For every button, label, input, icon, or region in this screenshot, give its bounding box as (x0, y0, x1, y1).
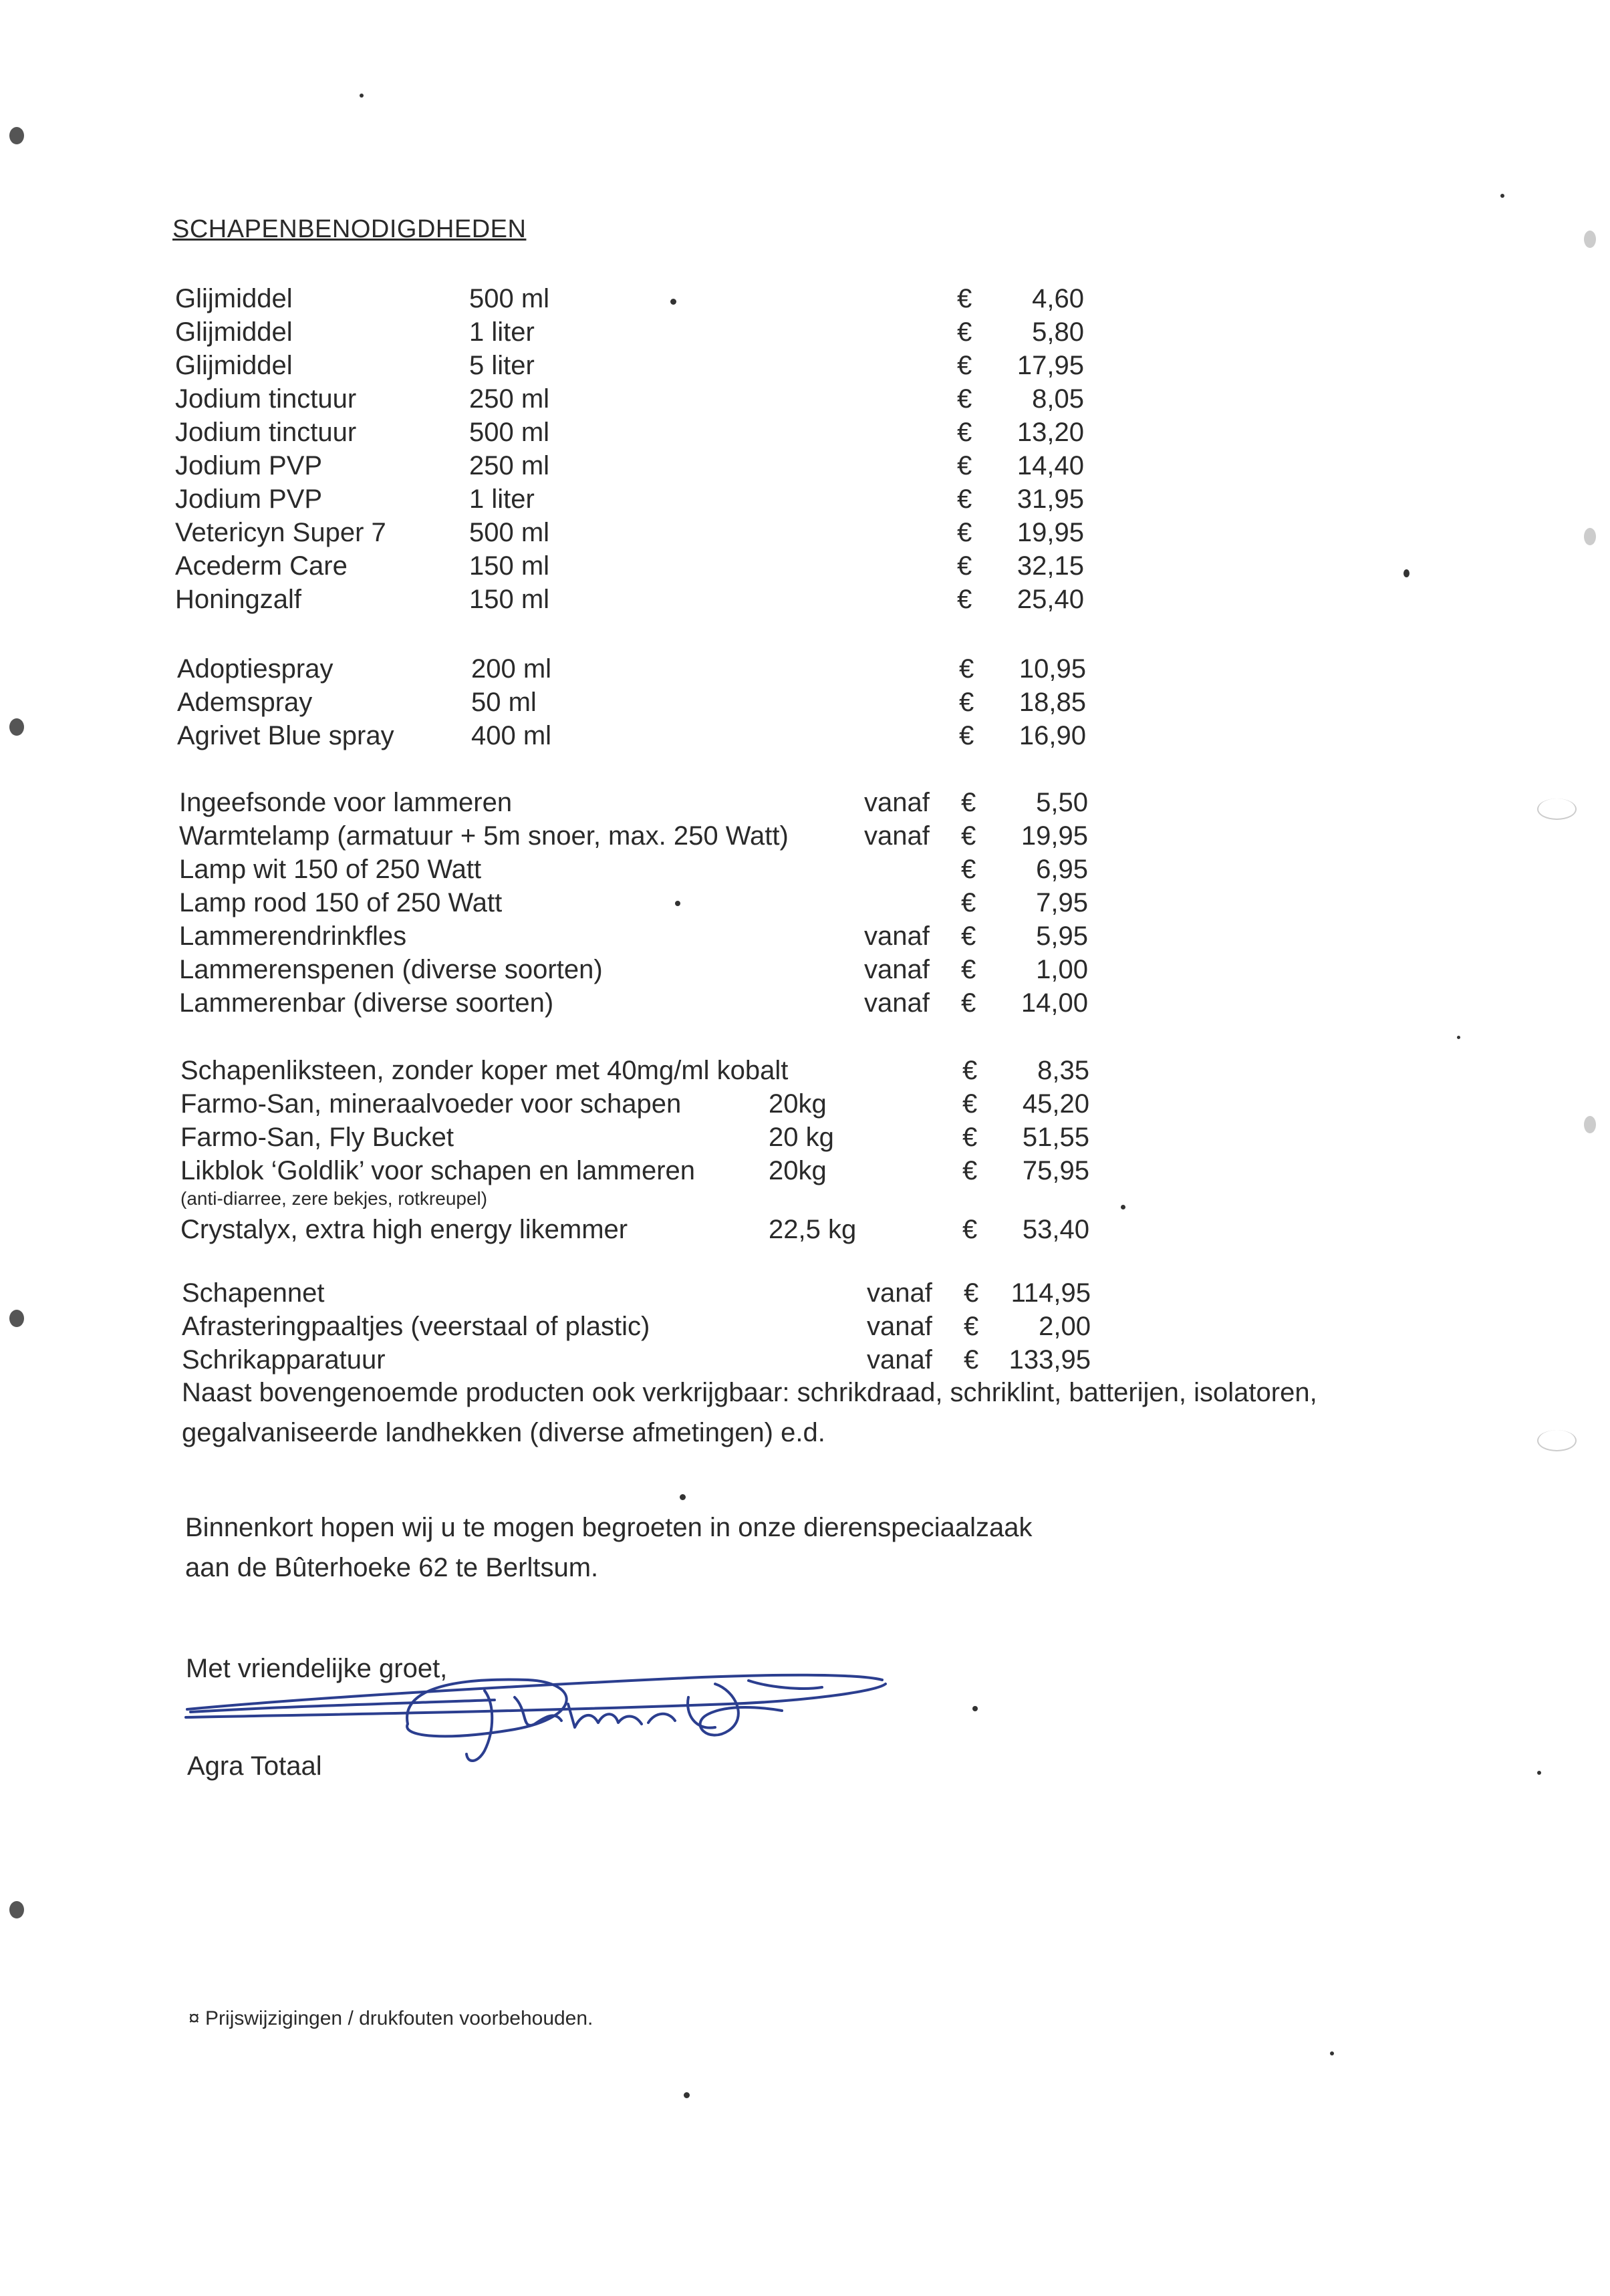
euro-sign: € (962, 1089, 978, 1119)
product-price: 45,20 (1022, 1089, 1089, 1119)
price-row (179, 919, 1088, 953)
scan-artifact (1584, 231, 1596, 248)
product-price: 1,00 (1036, 955, 1088, 984)
product-price: 14,40 (1017, 451, 1084, 480)
product-name: Agrivet Blue spray (177, 721, 394, 750)
euro-sign: € (961, 821, 976, 851)
scan-artifact (360, 94, 364, 98)
price-row (175, 549, 1084, 583)
scan-artifact (9, 1310, 24, 1327)
scan-artifact (1330, 2051, 1334, 2055)
euro-sign: € (961, 888, 976, 917)
euro-sign: € (961, 988, 976, 1018)
product-price: 17,95 (1017, 351, 1084, 380)
product-price: 14,00 (1021, 988, 1088, 1018)
product-quantity: 20kg (769, 1156, 827, 1185)
price-row (175, 315, 1084, 349)
product-name: Ingeefsonde voor lammeren (179, 788, 513, 817)
euro-sign: € (962, 1215, 978, 1244)
product-quantity: 400 ml (471, 721, 552, 750)
euro-sign: € (957, 451, 972, 480)
product-price: 19,95 (1021, 821, 1088, 851)
product-name: Jodium tinctuur (175, 418, 357, 447)
price-row (182, 1310, 1091, 1343)
scan-artifact (972, 1706, 978, 1711)
product-price: 133,95 (1009, 1345, 1091, 1375)
price-row (177, 652, 1086, 686)
euro-sign: € (961, 788, 976, 817)
product-price: 18,85 (1019, 688, 1086, 717)
product-price: 6,95 (1036, 855, 1088, 884)
sender-name: Agra Totaal (187, 1751, 322, 1781)
price-row (182, 1276, 1091, 1310)
euro-sign: € (959, 654, 974, 684)
product-price: 5,50 (1036, 788, 1088, 817)
product-quantity: 22,5 kg (769, 1215, 857, 1244)
scan-artifact (1500, 194, 1504, 198)
price-row (182, 1343, 1091, 1377)
price-row (175, 282, 1084, 315)
euro-sign: € (964, 1278, 979, 1308)
price-row (180, 1087, 1089, 1121)
product-name: Vetericyn Super 7 (175, 518, 386, 547)
product-name: Farmo-San, Fly Bucket (180, 1123, 454, 1152)
price-from-label: vanaf (864, 988, 930, 1018)
product-name: Afrasteringpaaltjes (veerstaal of plastic) (182, 1312, 650, 1341)
euro-sign: € (962, 1056, 978, 1085)
product-name: Acederm Care (175, 551, 348, 581)
price-row (179, 953, 1088, 986)
scan-artifact (680, 1494, 686, 1500)
scan-artifact (1403, 569, 1410, 577)
product-name: Glijmiddel (175, 317, 293, 347)
product-price: 8,05 (1032, 384, 1084, 414)
product-name: Jodium PVP (175, 484, 323, 514)
product-name: Lammerendrinkfles (179, 921, 407, 951)
price-row (175, 583, 1084, 616)
price-row (175, 349, 1084, 382)
price-row (179, 853, 1088, 886)
product-quantity: 500 ml (469, 284, 550, 313)
euro-sign: € (962, 1156, 978, 1185)
price-row (175, 449, 1084, 482)
scan-artifact (9, 127, 24, 144)
also-available-line-2: gegalvaniseerde landhekken (diverse afmetingen) e.d. (182, 1418, 825, 1447)
product-quantity: 5 liter (469, 351, 535, 380)
product-name: Schapenliksteen, zonder koper met 40mg/ml kobalt (180, 1056, 789, 1085)
product-name: Crystalyx, extra high energy likemmer (180, 1215, 628, 1244)
price-row (179, 786, 1088, 819)
euro-sign: € (957, 317, 972, 347)
product-quantity: 200 ml (471, 654, 552, 684)
closing-line-2: aan de Bûterhoeke 62 te Berltsum. (185, 1553, 599, 1582)
price-from-label: vanaf (867, 1345, 932, 1375)
product-quantity: 1 liter (469, 317, 535, 347)
price-row (175, 382, 1084, 416)
product-name: Adoptiespray (177, 654, 333, 684)
product-name: Schrikapparatuur (182, 1345, 386, 1375)
product-quantity: 20 kg (769, 1123, 834, 1152)
euro-sign: € (961, 955, 976, 984)
price-row (179, 986, 1088, 1020)
product-name: Glijmiddel (175, 284, 293, 313)
scan-artifact (9, 1901, 24, 1918)
scan-artifact (1537, 1430, 1577, 1451)
product-price: 5,95 (1036, 921, 1088, 951)
product-quantity: 20kg (769, 1089, 827, 1119)
scan-artifact (670, 299, 676, 305)
product-price: 10,95 (1019, 654, 1086, 684)
euro-sign: € (964, 1312, 979, 1341)
footnote-text: Prijswijzigingen / drukfouten voorbehouden. (205, 2007, 593, 2029)
product-name: Lamp rood 150 of 250 Watt (179, 888, 503, 917)
euro-sign: € (957, 418, 972, 447)
product-name: Ademspray (177, 688, 313, 717)
product-quantity: 1 liter (469, 484, 535, 514)
product-price: 25,40 (1017, 585, 1084, 614)
euro-sign: € (959, 688, 974, 717)
euro-sign: € (961, 921, 976, 951)
price-from-label: vanaf (864, 955, 930, 984)
product-price: 31,95 (1017, 484, 1084, 514)
scan-artifact (9, 718, 24, 736)
euro-sign: € (959, 721, 974, 750)
product-name: Honingzalf (175, 585, 302, 614)
product-price: 2,00 (1039, 1312, 1091, 1341)
euro-sign: € (957, 351, 972, 380)
page-title: SCHAPENBENODIGDHEDEN (172, 215, 527, 243)
footnote-marker: ¤ (188, 2007, 200, 2029)
price-row (179, 886, 1088, 919)
product-price: 13,20 (1017, 418, 1084, 447)
product-name: Jodium PVP (175, 451, 323, 480)
product-price: 75,95 (1022, 1156, 1089, 1185)
price-row (175, 482, 1084, 516)
product-quantity: 50 ml (471, 688, 537, 717)
scan-artifact (1537, 799, 1577, 820)
product-name: Farmo-San, mineraalvoeder voor schapen (180, 1089, 682, 1119)
euro-sign: € (962, 1123, 978, 1152)
product-price: 114,95 (1011, 1278, 1091, 1308)
price-row (177, 686, 1086, 719)
product-name: Schapennet (182, 1278, 325, 1308)
euro-sign: € (957, 484, 972, 514)
product-name: Lammerenspenen (diverse soorten) (179, 955, 603, 984)
product-price: 53,40 (1022, 1215, 1089, 1244)
scan-artifact (1121, 1205, 1125, 1209)
product-quantity: 150 ml (469, 585, 550, 614)
scan-artifact (1537, 1771, 1541, 1775)
scan-artifact (684, 2092, 690, 2098)
scan-artifact (1584, 528, 1596, 545)
euro-sign: € (957, 585, 972, 614)
euro-sign: € (961, 855, 976, 884)
price-row (179, 819, 1088, 853)
euro-sign: € (957, 551, 972, 581)
price-from-label: vanaf (864, 821, 930, 851)
product-price: 16,90 (1019, 721, 1086, 750)
product-quantity: 250 ml (469, 451, 550, 480)
product-quantity: 150 ml (469, 551, 550, 581)
price-row (180, 1054, 1089, 1087)
product-price: 51,55 (1022, 1123, 1089, 1152)
product-price: 4,60 (1032, 284, 1084, 313)
euro-sign: € (957, 518, 972, 547)
price-row (180, 1121, 1089, 1154)
likblok-note: (anti-diarree, zere bekjes, rotkreupel) (180, 1188, 488, 1209)
price-row (175, 416, 1084, 449)
product-name: Lamp wit 150 of 250 Watt (179, 855, 482, 884)
euro-sign: € (957, 384, 972, 414)
also-available-line-1: Naast bovengenoemde producten ook verkrijgbaar: schrikdraad, schriklint, batterijen, isolatoren, (182, 1378, 1317, 1407)
product-price: 32,15 (1017, 551, 1084, 581)
product-price: 19,95 (1017, 518, 1084, 547)
product-price: 8,35 (1037, 1056, 1089, 1085)
footnote (188, 2007, 593, 2030)
product-name: Warmtelamp (armatuur + 5m snoer, max. 250 Watt) (179, 821, 789, 851)
product-name: Likblok ‘Goldlik’ voor schapen en lammeren (180, 1156, 695, 1185)
scan-artifact (675, 901, 680, 906)
product-name: Glijmiddel (175, 351, 293, 380)
product-quantity: 250 ml (469, 384, 550, 414)
price-row (175, 516, 1084, 549)
product-name: Lammerenbar (diverse soorten) (179, 988, 554, 1018)
price-row (180, 1154, 1089, 1187)
price-from-label: vanaf (864, 788, 930, 817)
product-name: Jodium tinctuur (175, 384, 357, 414)
scan-artifact (1584, 1116, 1596, 1133)
euro-sign: € (964, 1345, 979, 1375)
product-price: 5,80 (1032, 317, 1084, 347)
product-price: 7,95 (1036, 888, 1088, 917)
price-row (180, 1213, 1089, 1246)
euro-sign: € (957, 284, 972, 313)
scan-artifact (1457, 1036, 1460, 1039)
product-quantity: 500 ml (469, 418, 550, 447)
price-from-label: vanaf (864, 921, 930, 951)
price-row (177, 719, 1086, 752)
closing-line-1: Binnenkort hopen wij u te mogen begroeten in onze dierenspeciaalzaak (185, 1513, 1033, 1542)
product-quantity: 500 ml (469, 518, 550, 547)
price-from-label: vanaf (867, 1312, 932, 1341)
greeting: Met vriendelijke groet, (186, 1654, 448, 1683)
price-from-label: vanaf (867, 1278, 932, 1308)
